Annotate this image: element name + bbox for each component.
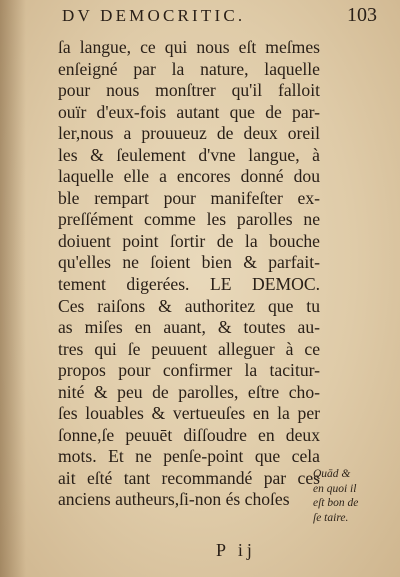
text-line: tres qui ſe peuuent alleguer à ce xyxy=(58,338,320,359)
text-line: nité & peu de parolles, eſtre cho- xyxy=(58,381,320,402)
marginal-note-line: eſt bon de xyxy=(313,497,359,510)
page-header xyxy=(62,4,377,34)
text-line: pour nous monſtrer qu'il falloit xyxy=(58,80,320,101)
body-text xyxy=(58,37,320,511)
text-line: mots. Et ne penſe-point que cela xyxy=(58,446,320,467)
text-line: ſa langue, ce qui nous eſt meſmes xyxy=(58,37,320,57)
text-line: laquelle elle a encores donné dou xyxy=(58,166,320,187)
text-line: tement digerées. LE DEMOC. xyxy=(58,274,320,295)
marginal-note-line: en quoi il xyxy=(313,482,357,495)
text-line: ait eſté tant recommandé par ces xyxy=(58,467,320,488)
text-line: enſeigné par la nature, laquelle xyxy=(58,58,320,79)
text-line: ble rempart pour manifeſter ex- xyxy=(58,187,320,208)
text-line: doiuent point ſortir de la bouche xyxy=(58,230,320,251)
text-line: preſſément comme les parolles ne xyxy=(58,209,320,230)
text-line: ſonne,ſe peuuēt diſſoudre en deux xyxy=(58,424,320,445)
page-number: 103 xyxy=(347,4,377,26)
signature-mark: P ij xyxy=(216,540,256,560)
text-line: qu'elles ne ſoient bien & parfait- xyxy=(58,252,320,273)
text-line: les & ſeulement d'vne langue, à xyxy=(58,144,320,165)
running-title: DV DEMOCRITIC. xyxy=(62,6,246,25)
text-line: ler,nous a prouueuz de deux oreil xyxy=(58,123,320,144)
text-line: ſes louables & vertueuſes en la per xyxy=(58,403,320,424)
binding-gutter-shadow xyxy=(0,0,26,577)
text-line: as miſes en auant, & toutes au- xyxy=(58,317,320,338)
marginal-note-line: Quād & xyxy=(313,468,351,480)
text-line: anciens autheurs,ſi-non és choſes xyxy=(58,489,290,510)
text-line: propos pour confirmer la tacitur- xyxy=(58,360,320,381)
marginal-note-line: ſe taire. xyxy=(313,511,349,524)
text-line: ouïr d'eux-fois autant que de par- xyxy=(58,101,320,122)
text-line: Ces raiſons & authoritez que tu xyxy=(58,295,320,316)
marginal-note xyxy=(313,467,395,525)
